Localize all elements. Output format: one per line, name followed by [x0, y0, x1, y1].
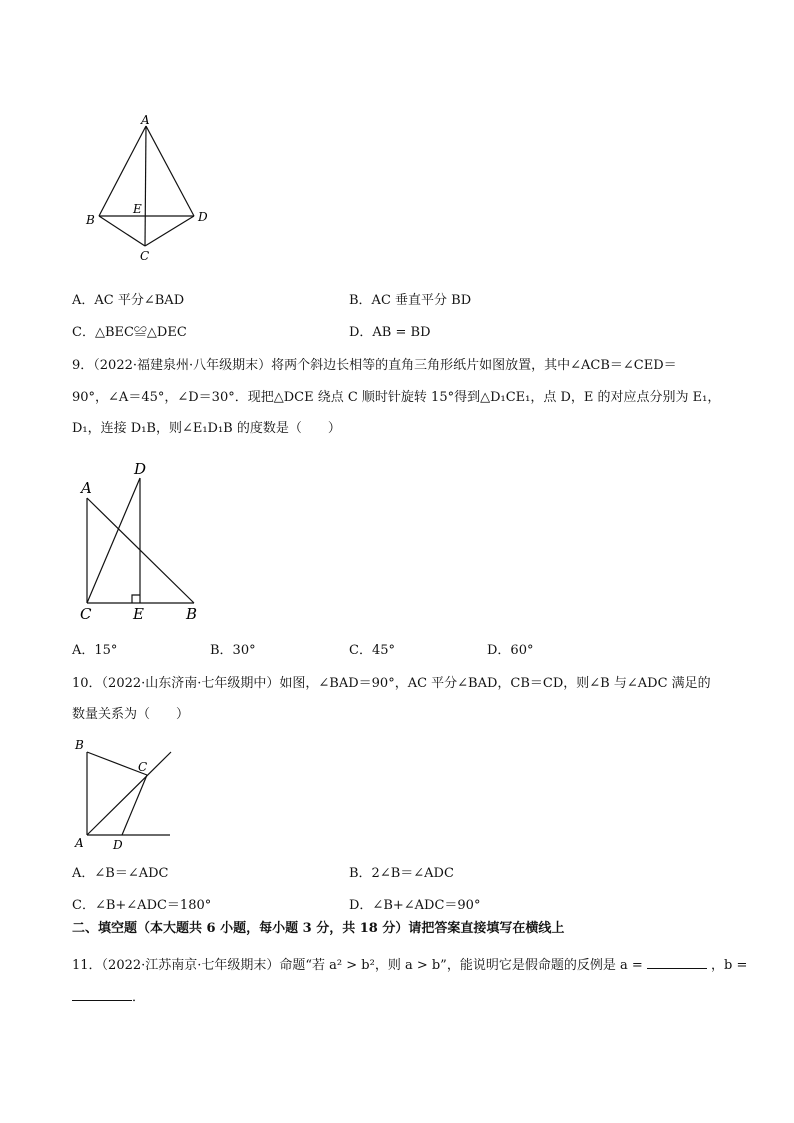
segment-dc — [145, 216, 194, 246]
q10-option-a[interactable]: A．∠B＝∠ADC — [72, 866, 169, 881]
q11-answer-a-blank[interactable] — [647, 956, 707, 969]
label-a: A — [81, 479, 92, 497]
q9-option-d[interactable]: D．60° — [487, 643, 534, 658]
q9-stem-line-3: D₁，连接 D₁B，则∠E₁D₁B 的度数是（ ） — [72, 421, 341, 436]
q10-option-c[interactable]: C．∠B+∠ADC＝180° — [72, 898, 212, 913]
q8-option-b[interactable]: B．AC 垂直平分 BD — [349, 293, 472, 308]
label-d: D — [113, 838, 123, 852]
q9-option-c[interactable]: C．45° — [349, 643, 395, 658]
right-angle-mark — [132, 595, 140, 603]
bisector-diagram — [70, 735, 180, 855]
label-b: B — [186, 605, 198, 623]
label-c: C — [80, 605, 92, 623]
q11-separator: ，b = — [711, 958, 748, 973]
q11-stem-text: 11．（2022·江苏南京·七年级期末）命题“若 a² > b²，则 a > b”，能说明它是假命题的反例是 a = — [72, 958, 643, 973]
label-d: D — [134, 460, 147, 478]
label-e: E — [133, 202, 142, 216]
q11-stem-line-2 — [72, 988, 732, 1008]
q10-stem-line-2: 数量关系为（ ） — [72, 707, 190, 722]
triangles-diagram — [72, 455, 212, 625]
label-d: D — [198, 210, 208, 224]
label-a: A — [75, 836, 84, 850]
q8-option-c[interactable]: C．△BEC≌△DEC — [72, 325, 187, 340]
label-b: B — [75, 738, 84, 752]
ray-ac — [87, 752, 171, 835]
segment-cd — [122, 775, 147, 835]
q10-option-d[interactable]: D．∠B+∠ADC＝90° — [349, 898, 481, 913]
label-c: C — [138, 760, 148, 774]
kite-diagram — [80, 112, 220, 267]
q11-end-mark: ． — [132, 990, 146, 1005]
q8-option-a[interactable]: A．AC 平分∠BAD — [72, 293, 185, 308]
segment-bc — [99, 216, 145, 246]
label-e: E — [133, 605, 144, 623]
segment-ad — [146, 126, 194, 216]
figure-angle-bisector — [70, 735, 180, 855]
q10-stem-line-1: 10．（2022·山东济南·七年级期中）如图，∠BAD＝90°，AC 平分∠BAD，CB＝CD，则∠B 与∠ADC 满足的 — [72, 676, 711, 691]
figure-kite — [80, 112, 220, 267]
label-c: C — [140, 249, 150, 263]
q9-option-a[interactable]: A．15° — [72, 643, 118, 658]
q11-stem-line-1 — [72, 956, 748, 976]
q9-stem-line-2: 90°，∠A＝45°，∠D＝30°．现把△DCE 绕点 C 顺时针旋转 15°得到△D₁CE₁，点 D，E 的对应点分别为 E₁， — [72, 390, 721, 405]
segment-cd — [87, 478, 140, 603]
q10-option-b[interactable]: B．2∠B＝∠ADC — [349, 866, 454, 881]
q8-option-d[interactable]: D．AB = BD — [349, 325, 431, 340]
q9-option-b[interactable]: B．30° — [210, 643, 256, 658]
figure-triangles — [72, 455, 212, 625]
section-2-heading: 二、填空题（本大题共 6 小题，每小题 3 分，共 18 分）请把答案直接填写在横线上 — [72, 921, 565, 936]
label-b: B — [86, 213, 95, 227]
segment-ac — [145, 126, 146, 246]
q11-answer-b-blank[interactable] — [72, 988, 132, 1001]
q9-stem-line-1: 9．（2022·福建泉州·八年级期末）将两个斜边长相等的直角三角形纸片如图放置，其中∠ACB＝∠CED＝ — [72, 358, 677, 373]
label-a: A — [141, 113, 150, 127]
